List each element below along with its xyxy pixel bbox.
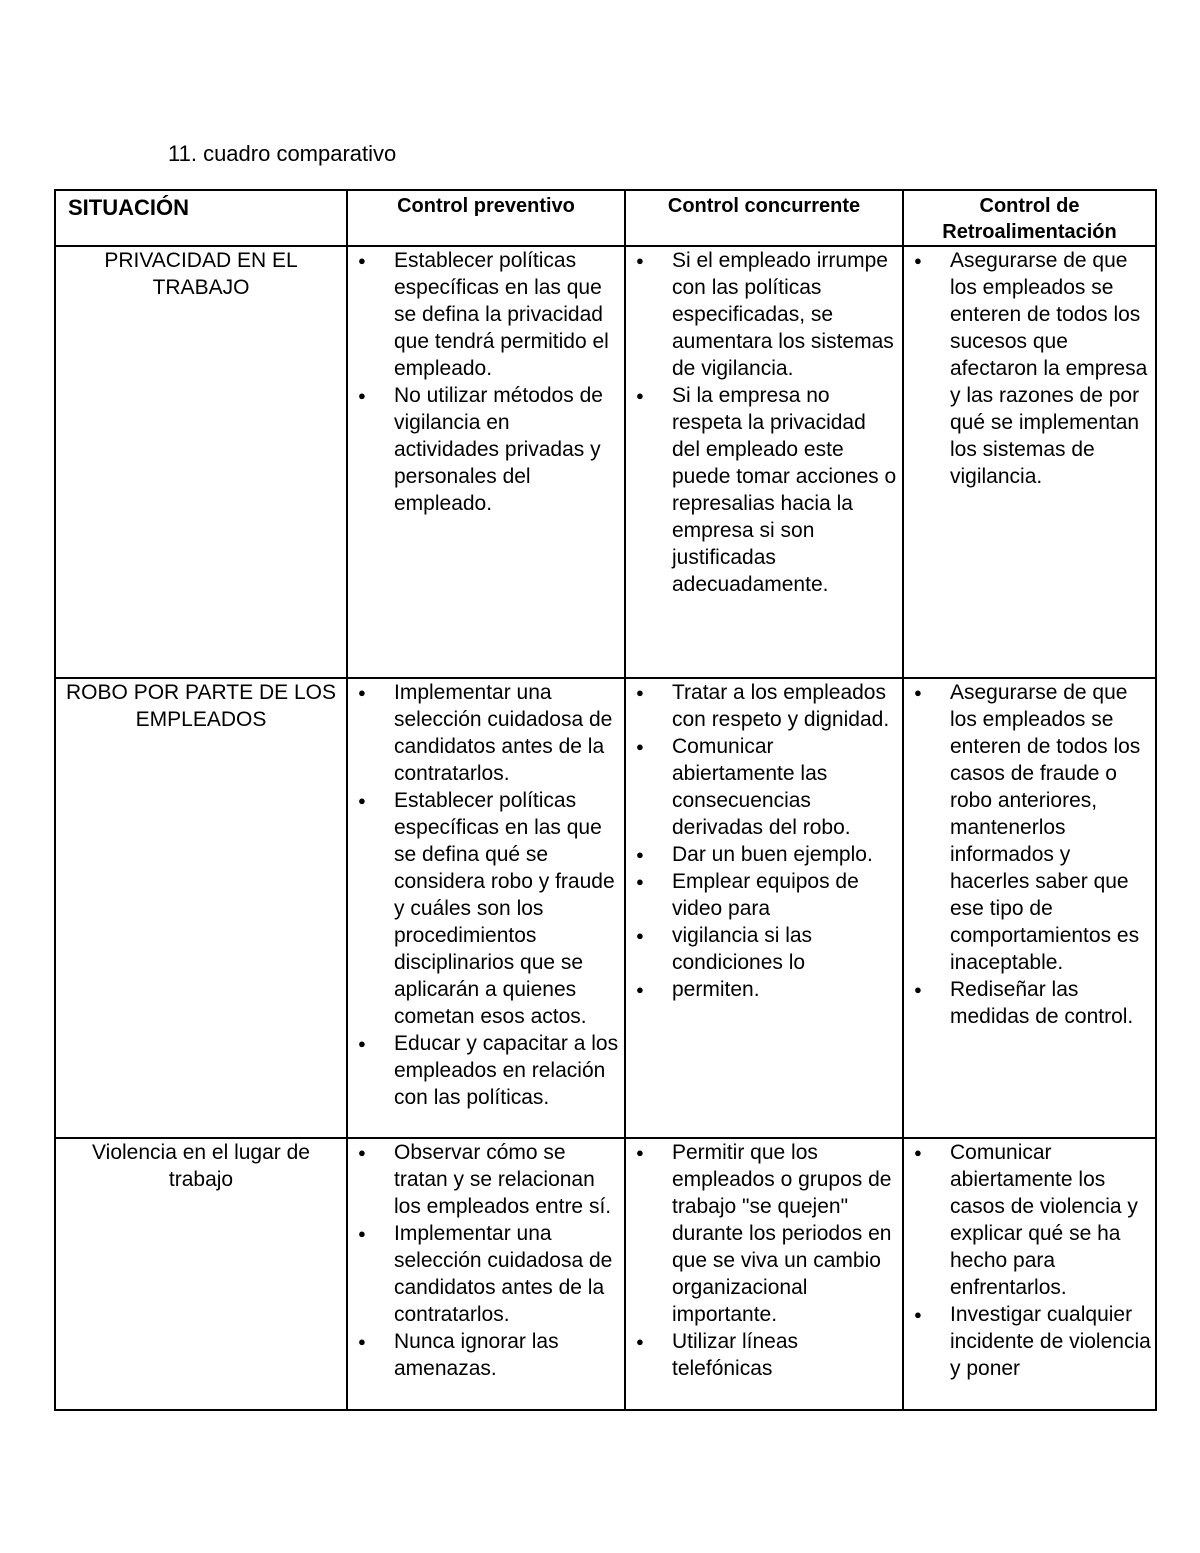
table-row	[55, 678, 1156, 1138]
comparison-table	[54, 189, 1157, 1411]
list-item: ● Si el empleado irrumpe con las políticas especificadas, se aumentara los sistemas de vigilancia.	[626, 247, 902, 382]
bullet-list	[626, 1139, 902, 1382]
list-item: ● Emplear equipos de video para	[626, 868, 902, 922]
table-header-row	[55, 190, 1156, 246]
list-item: ● Investigar cualquier incidente de violencia y poner	[904, 1301, 1155, 1382]
list-item: ● Permitir que los empleados o grupos de trabajo "se quejen" durante los periodos en que se viva un cambio organizacional importante.	[626, 1139, 902, 1328]
list-item: ● Establecer políticas específicas en las que se defina la privacidad que tendrá permitido el empleado.	[348, 247, 624, 382]
document-title: 11. cuadro comparativo	[168, 141, 397, 166]
list-item: ● Educar y capacitar a los empleados en relación con las políticas.	[348, 1030, 624, 1111]
feedback-cell	[903, 1138, 1156, 1410]
bullet-list	[348, 679, 624, 1111]
bullet-list	[904, 1139, 1155, 1382]
list-item: ● Tratar a los empleados con respeto y dignidad.	[626, 679, 902, 733]
list-item: ● Asegurarse de que los empleados se enteren de todos los sucesos que afectaron la empresa y las razones de por qué se implementan los sistemas de vigilancia.	[904, 247, 1155, 490]
table-row	[55, 1138, 1156, 1410]
list-item: ● Observar cómo se tratan y se relacionan los empleados entre sí.	[348, 1139, 624, 1220]
list-item: ● Establecer políticas específicas en las que se defina qué se considera robo y fraude y cuáles son los procedimientos disciplinarios que se aplicarán a quienes cometan esos actos.	[348, 787, 624, 1030]
situation-cell: PRIVACIDAD EN EL TRABAJO	[55, 246, 347, 678]
list-item: ● Dar un buen ejemplo.	[626, 841, 902, 868]
header-preventive: Control preventivo	[347, 190, 625, 246]
situation-cell: Violencia en el lugar de trabajo	[55, 1138, 347, 1410]
list-item: ● Comunicar abiertamente los casos de violencia y explicar qué se ha hecho para enfrentarlos.	[904, 1139, 1155, 1301]
bullet-list	[348, 247, 624, 517]
list-item: ● vigilancia si las condiciones lo	[626, 922, 902, 976]
list-item: ● Utilizar líneas telefónicas	[626, 1328, 902, 1382]
bullet-list	[348, 1139, 624, 1382]
feedback-cell	[903, 246, 1156, 678]
bullet-list	[626, 247, 902, 598]
header-concurrent: Control concurrente	[625, 190, 903, 246]
list-item: ● permiten.	[626, 976, 902, 1003]
header-feedback: Control de Retroalimentación	[903, 190, 1156, 246]
bullet-list	[626, 679, 902, 1003]
concurrent-cell	[625, 1138, 903, 1410]
list-item: ● Asegurarse de que los empleados se enteren de todos los casos de fraude o robo anteriores, mantenerlos informados y hacerles saber que ese tipo de comportamientos es inaceptable.	[904, 679, 1155, 976]
list-item: ● Rediseñar las medidas de control.	[904, 976, 1155, 1030]
situation-cell: ROBO POR PARTE DE LOS EMPLEADOS	[55, 678, 347, 1138]
table-row	[55, 246, 1156, 678]
list-item: ● No utilizar métodos de vigilancia en actividades privadas y personales del empleado.	[348, 382, 624, 517]
list-item: ● Si la empresa no respeta la privacidad del empleado este puede tomar acciones o represalias hacia la empresa si son justificadas adecuadamente.	[626, 382, 902, 598]
concurrent-cell	[625, 678, 903, 1138]
concurrent-cell	[625, 246, 903, 678]
preventive-cell	[347, 246, 625, 678]
preventive-cell	[347, 1138, 625, 1410]
header-situation: SITUACIÓN	[55, 190, 347, 246]
bullet-list	[904, 679, 1155, 1030]
bullet-list	[904, 247, 1155, 490]
feedback-cell	[903, 678, 1156, 1138]
preventive-cell	[347, 678, 625, 1138]
list-item: ● Implementar una selección cuidadosa de candidatos antes de la contratarlos.	[348, 1220, 624, 1328]
list-item: ● Comunicar abiertamente las consecuencias derivadas del robo.	[626, 733, 902, 841]
list-item: ● Implementar una selección cuidadosa de candidatos antes de la contratarlos.	[348, 679, 624, 787]
list-item: ● Nunca ignorar las amenazas.	[348, 1328, 624, 1382]
